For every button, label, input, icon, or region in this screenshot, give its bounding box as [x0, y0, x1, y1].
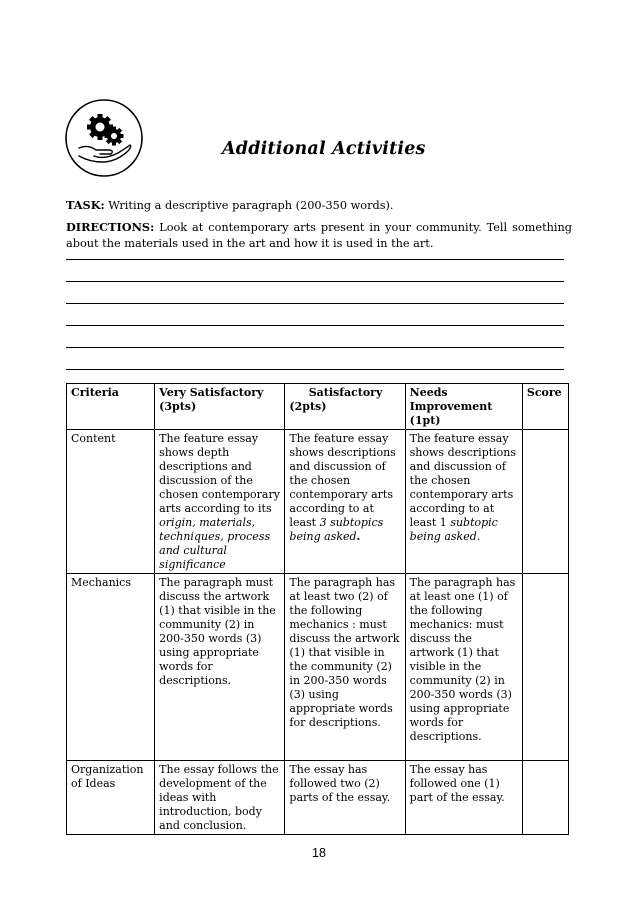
header-needs-improvement [405, 384, 522, 430]
answer-line[interactable] [66, 259, 564, 260]
score-cell[interactable] [522, 430, 568, 574]
header-satisfactory-pts: (2pts) [289, 400, 327, 413]
header-satisfactory [285, 384, 405, 430]
gears-in-hand-icon [64, 98, 144, 178]
needs-improvement-cell [405, 430, 522, 574]
header-very-satisfactory-pts: (3pts) [159, 400, 197, 413]
task-label: TASK: [66, 198, 105, 212]
header-score: Score [522, 384, 568, 430]
cell-emphasis: subtopic being asked. [409, 516, 498, 543]
very-satisfactory-cell: The essay follows the development of the ideas with introduction, body and conclusion. [155, 761, 285, 835]
answer-line[interactable] [66, 281, 564, 282]
satisfactory-cell: The essay has followed two (2) parts of the essay. [285, 761, 405, 835]
header-very-satisfactory-label: Very Satisfactory [159, 386, 264, 399]
page-number: 18 [312, 846, 326, 860]
cell-text: The feature essay shows descriptions and discussion of the chosen contemporary arts according to at least 1 [409, 432, 517, 529]
directions-text: Look at contemporary arts present in your community. Tell something about the materials used in the art and how it is used in the art. [66, 221, 572, 250]
cell-emphasis: origin, materials, techniques, process and cultural significance [159, 516, 271, 571]
needs-improvement-cell: The paragraph has at least one (1) of the following mechanics: must discuss the artwork (1) that visible in the community (2) in 200-350 words (3) using appropriate words for descriptions. [405, 574, 522, 761]
very-satisfactory-cell [155, 430, 285, 574]
cell-emphasis: 3 subtopics being asked [289, 516, 384, 543]
header-satisfactory-label: Satisfactory [308, 386, 383, 399]
task-text: Writing a descriptive paragraph (200-350 words). [108, 199, 394, 212]
answer-lines [66, 259, 564, 391]
satisfactory-cell: The paragraph has at least two (2) of the following mechanics : must discuss the artwork (1) that visible in the community (2) in 200-350 words (3) using appropriate words for descriptions. [285, 574, 405, 761]
header-very-satisfactory [155, 384, 285, 430]
page-title: Additional Activities [222, 139, 426, 159]
rubric-table [66, 383, 569, 835]
criteria-cell: Content [67, 430, 155, 574]
answer-line[interactable] [66, 369, 564, 370]
task-line [66, 198, 394, 212]
table-row [67, 761, 569, 835]
answer-line[interactable] [66, 303, 564, 304]
answer-line[interactable] [66, 347, 564, 348]
score-cell[interactable] [522, 574, 568, 761]
satisfactory-cell: The feature essay shows descriptions and discussion of the chosen contemporary arts according to at least 3 subtopics being asked. [285, 430, 405, 574]
header-needs-improvement-label: Needs Improvement [409, 386, 493, 413]
header-criteria: Criteria [67, 384, 155, 430]
table-row [67, 574, 569, 761]
criteria-cell: Mechanics [67, 574, 155, 761]
header-needs-improvement-pts: (1pt) [409, 414, 441, 427]
cell-text: The feature essay shows descriptions and discussion of the chosen contemporary arts according to at least [289, 432, 396, 529]
answer-line[interactable] [66, 325, 564, 326]
score-cell[interactable] [522, 761, 568, 835]
directions-paragraph [66, 219, 572, 252]
criteria-cell: Organization of Ideas [67, 761, 155, 835]
very-satisfactory-cell: The paragraph must discuss the artwork (1) that visible in the community (2) in 200-350 words (3) using appropriate words for descriptions. [155, 574, 285, 761]
directions-label: DIRECTIONS: [66, 220, 155, 234]
cell-text: The feature essay shows depth descriptions and discussion of the chosen contemporary arts according to its [159, 432, 280, 515]
table-row [67, 430, 569, 574]
rubric-header-row [67, 384, 569, 430]
needs-improvement-cell: The essay has followed one (1) part of the essay. [405, 761, 522, 835]
